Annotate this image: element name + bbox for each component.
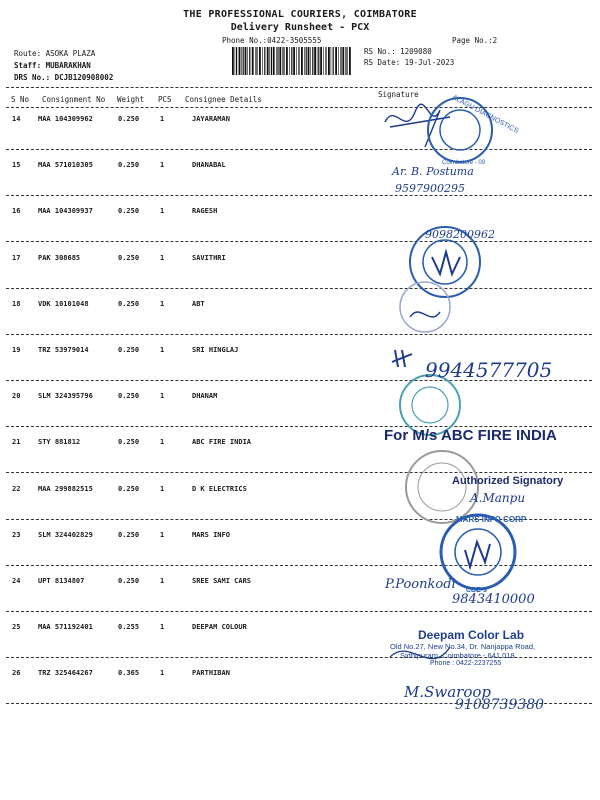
deepam-address-2: Sidhipuram, Coimbatore - 641 018.	[400, 651, 517, 660]
col-weight: Weight	[117, 95, 145, 104]
row-pcs: 1	[160, 299, 165, 308]
svg-text:CBE-9: CBE-9	[466, 587, 488, 594]
svg-text:Coimbatore - 09: Coimbatore - 09	[442, 160, 486, 166]
barcode	[232, 47, 352, 75]
row-consignee: DEEPAM COLOUR	[192, 623, 247, 632]
row-consignee: ABC FIRE INDIA	[192, 438, 252, 447]
row-weight: 0.365	[118, 669, 140, 678]
authorized-signatory: Authorized Signatory	[452, 475, 564, 487]
row-consignment: TRZ 325464267	[38, 669, 93, 678]
row-weight: 0.250	[118, 577, 140, 585]
col-sno: S No	[11, 95, 30, 104]
rs-date: RS Date: 19-Jul-2023	[364, 58, 455, 67]
signature-26-name: M.Swaroop	[404, 683, 492, 701]
col-pcs: PCS	[158, 95, 172, 104]
row-sno: 16	[12, 207, 21, 216]
signature-15-phone: 9597900295	[395, 182, 465, 195]
row-consignee: PARTHIBAN	[192, 669, 230, 678]
row-sno: 17	[12, 253, 21, 262]
row-sno: 20	[12, 392, 21, 401]
signature-24-name: P.Poonkodi	[385, 577, 456, 592]
row-consignee: ABT	[192, 299, 205, 308]
phone-number: Phone No.:0422-3505555	[222, 36, 322, 45]
row-consignment: MAA 571192401	[38, 623, 93, 632]
svg-text:ALAGU DIAGNOSTICS: ALAGU DIAGNOSTICS	[450, 94, 520, 135]
row-sno: 18	[12, 299, 21, 308]
row-weight: 0.250	[118, 161, 140, 170]
row-consignment: PAK 308685	[38, 253, 81, 262]
row-weight: 0.250	[118, 207, 140, 216]
row-weight: 0.250	[118, 253, 140, 262]
row-weight: 0.255	[118, 623, 140, 632]
row-weight: 0.250	[118, 115, 140, 123]
staff-label: Staff: MUBARAKHAN	[14, 61, 91, 70]
row-consignment: MAA 299882515	[38, 484, 93, 493]
row-weight: 0.250	[118, 530, 140, 539]
row-consignment: MAA 104309962	[38, 115, 93, 123]
row-pcs: 1	[160, 669, 165, 678]
row-consignment: SLM 324395796	[38, 392, 93, 401]
row-consignment: MAA 104309937	[38, 207, 93, 216]
row-sno: 23	[12, 530, 21, 539]
col-consignment: Consignment No	[42, 95, 106, 104]
row-pcs: 1	[160, 346, 165, 354]
signature-16-phone: 9098200962	[425, 228, 495, 241]
row-consignment: MAA 571010305	[38, 161, 93, 170]
divider	[6, 87, 592, 88]
row-pcs: 1	[160, 530, 165, 539]
stamp-row-20	[400, 375, 460, 435]
row-pcs: 1	[160, 207, 165, 216]
row-sno: 19	[12, 346, 21, 354]
stamp-row-22	[406, 451, 478, 523]
row-pcs: 1	[160, 253, 165, 262]
abc-fire-india-stamp: For M/s ABC FIRE INDIA	[384, 427, 557, 444]
deepam-lab-name: Deepam Color Lab	[418, 628, 525, 642]
row-consignee: SRI HINGLAJ	[192, 346, 239, 354]
row-consignment: STY 881812	[38, 438, 81, 447]
col-consignee: Consignee Details	[185, 95, 262, 104]
row-sno: 15	[12, 161, 21, 170]
row-weight: 0.250	[118, 392, 140, 401]
row-consignee: RAGESH	[192, 207, 218, 216]
row-consignment: VDK 10101048	[38, 299, 89, 308]
runsheet-title: Delivery Runsheet - PCX	[230, 22, 370, 33]
row-sno: 25	[12, 623, 21, 632]
row-pcs: 1	[160, 438, 165, 447]
row-sno: 21	[12, 438, 21, 447]
deepam-address-1: Old No.27, New No.34, Dr. Nanjappa Road,	[390, 642, 536, 651]
row-pcs: 1	[160, 484, 165, 493]
row-consignee: D K ELECTRICS	[192, 484, 247, 493]
row-consignee: MARS INFO	[192, 530, 230, 539]
svg-text:MARS INFO CORP: MARS INFO CORP	[456, 515, 527, 524]
company-title: THE PROFESSIONAL COURIERS, COIMBATORE	[183, 9, 417, 20]
signature-15-name: Ar. B. Postuma	[392, 165, 474, 178]
col-signature: Signature	[378, 90, 419, 99]
rs-number: RS No.: 1209080	[364, 47, 432, 56]
row-consignment: TRZ 53979014	[38, 346, 89, 354]
signature-22-name: A.Manpu	[470, 491, 526, 505]
row-consignment: SLM 324402829	[38, 530, 93, 539]
row-pcs: 1	[160, 577, 165, 585]
row-sno: 22	[12, 484, 21, 493]
row-consignee: JAYARAMAN	[192, 115, 230, 123]
row-pcs: 1	[160, 392, 165, 401]
signature-24-phone: 9843410000	[452, 592, 535, 607]
row-weight: 0.250	[118, 484, 140, 493]
signature-19-phone: 9944577705	[425, 358, 553, 382]
row-pcs: 1	[160, 623, 165, 632]
drs-number: DRS No.: DCJB120908002	[14, 73, 114, 82]
deepam-phone: Phone : 0422-2237255	[430, 660, 502, 667]
page-number: Page No.:2	[452, 36, 498, 45]
row-pcs: 1	[160, 115, 165, 123]
row-sno: 26	[12, 669, 21, 678]
row-weight: 0.250	[118, 438, 140, 447]
row-consignee: SREE SAMI CARS	[192, 577, 252, 585]
signature-18	[410, 312, 440, 317]
signature-19	[392, 350, 412, 367]
row-pcs: 1	[160, 161, 165, 170]
stamp-alagu-diagnostics	[428, 94, 520, 166]
row-consignee: DHANABAL	[192, 161, 226, 170]
row-consignee: SAVITHRI	[192, 253, 226, 262]
row-consignment: UPT 8134807	[38, 577, 85, 585]
row-consignee: DHANAM	[192, 392, 218, 401]
row-sno: 24	[12, 577, 21, 585]
row-weight: 0.250	[118, 346, 140, 354]
route-label: Route: ASOKA PLAZA	[14, 49, 96, 58]
row-weight: 0.250	[118, 299, 140, 308]
signature-26-phone: 9108739380	[455, 697, 545, 713]
row-sno: 14	[12, 115, 21, 123]
